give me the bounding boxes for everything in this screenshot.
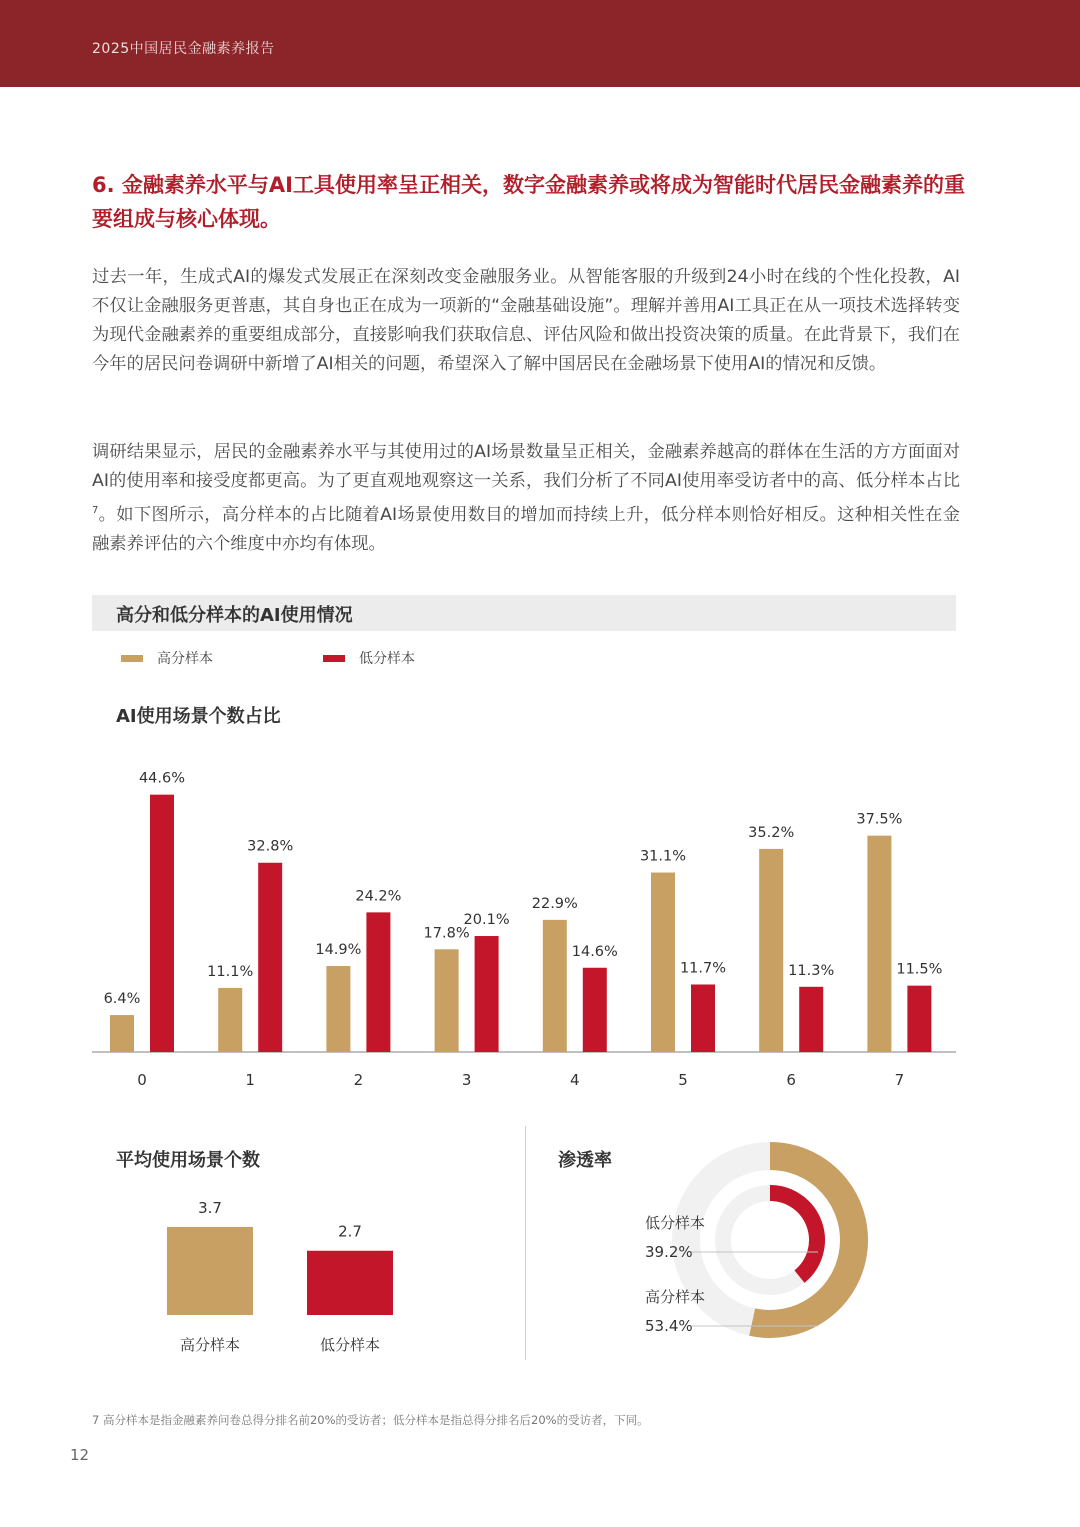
label-low-4: 14.6% [571, 943, 618, 960]
label-high-0: 6.4% [103, 991, 141, 1008]
x-tick-7: 7 [894, 1071, 905, 1089]
bar-high-7 [867, 836, 891, 1052]
bar-low-1 [258, 863, 282, 1052]
bar-chart-title: AI使用场景个数占比 [116, 706, 281, 727]
avg-category-1: 低分样本 [319, 1336, 381, 1354]
paragraph-intro: 过去一年，生成式AI的爆发式发展正在深刻改变金融服务业。从智能客服的升级到24小时在线的个性化投教，AI不仅让金融服务更普惠，其自身也正在成为一项新的“金融基础设施”。理解并善用AI工具正在从一项技术选择转变为现代金融素养的重要组成部分，直接影响我们获取信息、评估风险和做出投资决策的质量。在此背景下，我们在今年的居民问卷调研中新增了AI相关的问题，希望深入了解中国居民在金融场景下使用AI的情况和反馈。 [92, 267, 960, 374]
label-high-1: 11.1% [207, 963, 254, 980]
footnote-reference[interactable]: 7 [92, 505, 99, 516]
x-tick-3: 3 [461, 1071, 472, 1089]
label-high-6: 35.2% [748, 824, 795, 841]
x-tick-6: 6 [786, 1071, 796, 1089]
label-low-0: 44.6% [138, 770, 186, 787]
avg-chart-title: 平均使用场景个数 [116, 1150, 260, 1171]
page-number: 12 [70, 1446, 90, 1464]
bar-low-2 [366, 912, 390, 1052]
x-tick-2: 2 [353, 1071, 364, 1089]
average-scenarios-chart [100, 1180, 480, 1370]
bar-high-4 [543, 920, 567, 1052]
avg-bar-1 [307, 1251, 393, 1315]
label-high-7: 37.5% [856, 811, 903, 828]
bar-low-7 [907, 986, 931, 1052]
legend-label-low: 低分样本 [359, 651, 415, 667]
label-high-2: 14.9% [315, 942, 362, 959]
bar-low-3 [475, 936, 499, 1052]
bar-high-0 [110, 1015, 134, 1052]
chart-divider [525, 1126, 526, 1360]
ring-name-low: 低分样本 [645, 1214, 706, 1232]
avg-category-0: 高分样本 [179, 1336, 241, 1354]
penetration-ring-chart [600, 1130, 900, 1350]
page-header [0, 0, 1080, 87]
avg-bar-0 [167, 1227, 253, 1315]
ring-name-high: 高分样本 [645, 1288, 706, 1306]
ring-arc-high [752, 1156, 854, 1324]
figure-banner [92, 595, 956, 631]
x-tick-0: 0 [137, 1071, 147, 1089]
bar-low-0 [150, 795, 174, 1052]
bar-high-1 [218, 988, 242, 1052]
avg-value-0: 3.7 [198, 1198, 222, 1217]
label-low-3: 20.1% [463, 912, 510, 929]
bar-high-2 [326, 966, 350, 1052]
bar-low-4 [583, 968, 607, 1052]
bar-high-3 [435, 949, 459, 1052]
paragraph-findings-text-a: 调研结果显示，居民的金融素养水平与其使用过的AI场景数量呈正相关，金融素养越高的群体在生活的方方面面对AI的使用率和接受度都更高。为了更直观地观察这一关系，我们分析了不同AI使用率受访者中的高、低分样本占比 [92, 442, 960, 491]
label-low-2: 24.2% [355, 888, 402, 905]
bar-low-5 [691, 984, 715, 1052]
ai-scenario-bar-chart [0, 740, 1080, 1100]
x-tick-1: 1 [245, 1071, 255, 1089]
paragraph-findings-text-b: 。如下图所示，高分样本的占比随着AI场景使用数目的增加而持续上升，低分样本则恰好相反。这种相关性在金融素养评估的六个维度中亦均有体现。 [92, 504, 960, 554]
penetration-chart-title: 渗透率 [558, 1150, 612, 1171]
bar-low-6 [799, 987, 823, 1052]
report-title: 2025中国居民金融素养报告 [92, 41, 275, 57]
avg-value-1: 2.7 [338, 1222, 362, 1241]
ring-arc-low [770, 1193, 817, 1277]
figure-title: 高分和低分样本的AI使用情况 [116, 605, 353, 626]
label-high-5: 31.1% [639, 848, 687, 865]
ring-value-low: 39.2% [645, 1243, 693, 1261]
section-title: 6. 金融素养水平与AI工具使用率呈正相关，数字金融素养或将成为智能时代居民金融素养的重要组成与核心体现。 [92, 173, 965, 231]
bar-high-6 [759, 849, 783, 1052]
footnote: 7 高分样本是指金融素养问卷总得分排名前20%的受访者；低分样本是指总得分排名后20%的受访者，下同。 [92, 1413, 649, 1427]
label-high-3: 17.8% [423, 925, 470, 942]
legend-swatch-high [121, 655, 143, 662]
bar-high-5 [651, 873, 675, 1052]
label-high-4: 22.9% [531, 895, 578, 912]
paragraph-findings [92, 438, 960, 559]
legend-swatch-low [323, 655, 345, 662]
legend-item-high [121, 648, 213, 668]
legend-label-high: 高分样本 [157, 651, 213, 667]
label-low-1: 32.8% [247, 838, 294, 855]
label-low-6: 11.3% [788, 962, 835, 979]
legend-item-low [323, 648, 415, 668]
label-low-7: 11.5% [896, 961, 943, 978]
label-low-5: 11.7% [679, 960, 727, 977]
ring-value-high: 53.4% [645, 1317, 693, 1335]
x-tick-5: 5 [678, 1071, 688, 1089]
x-tick-4: 4 [570, 1071, 580, 1089]
